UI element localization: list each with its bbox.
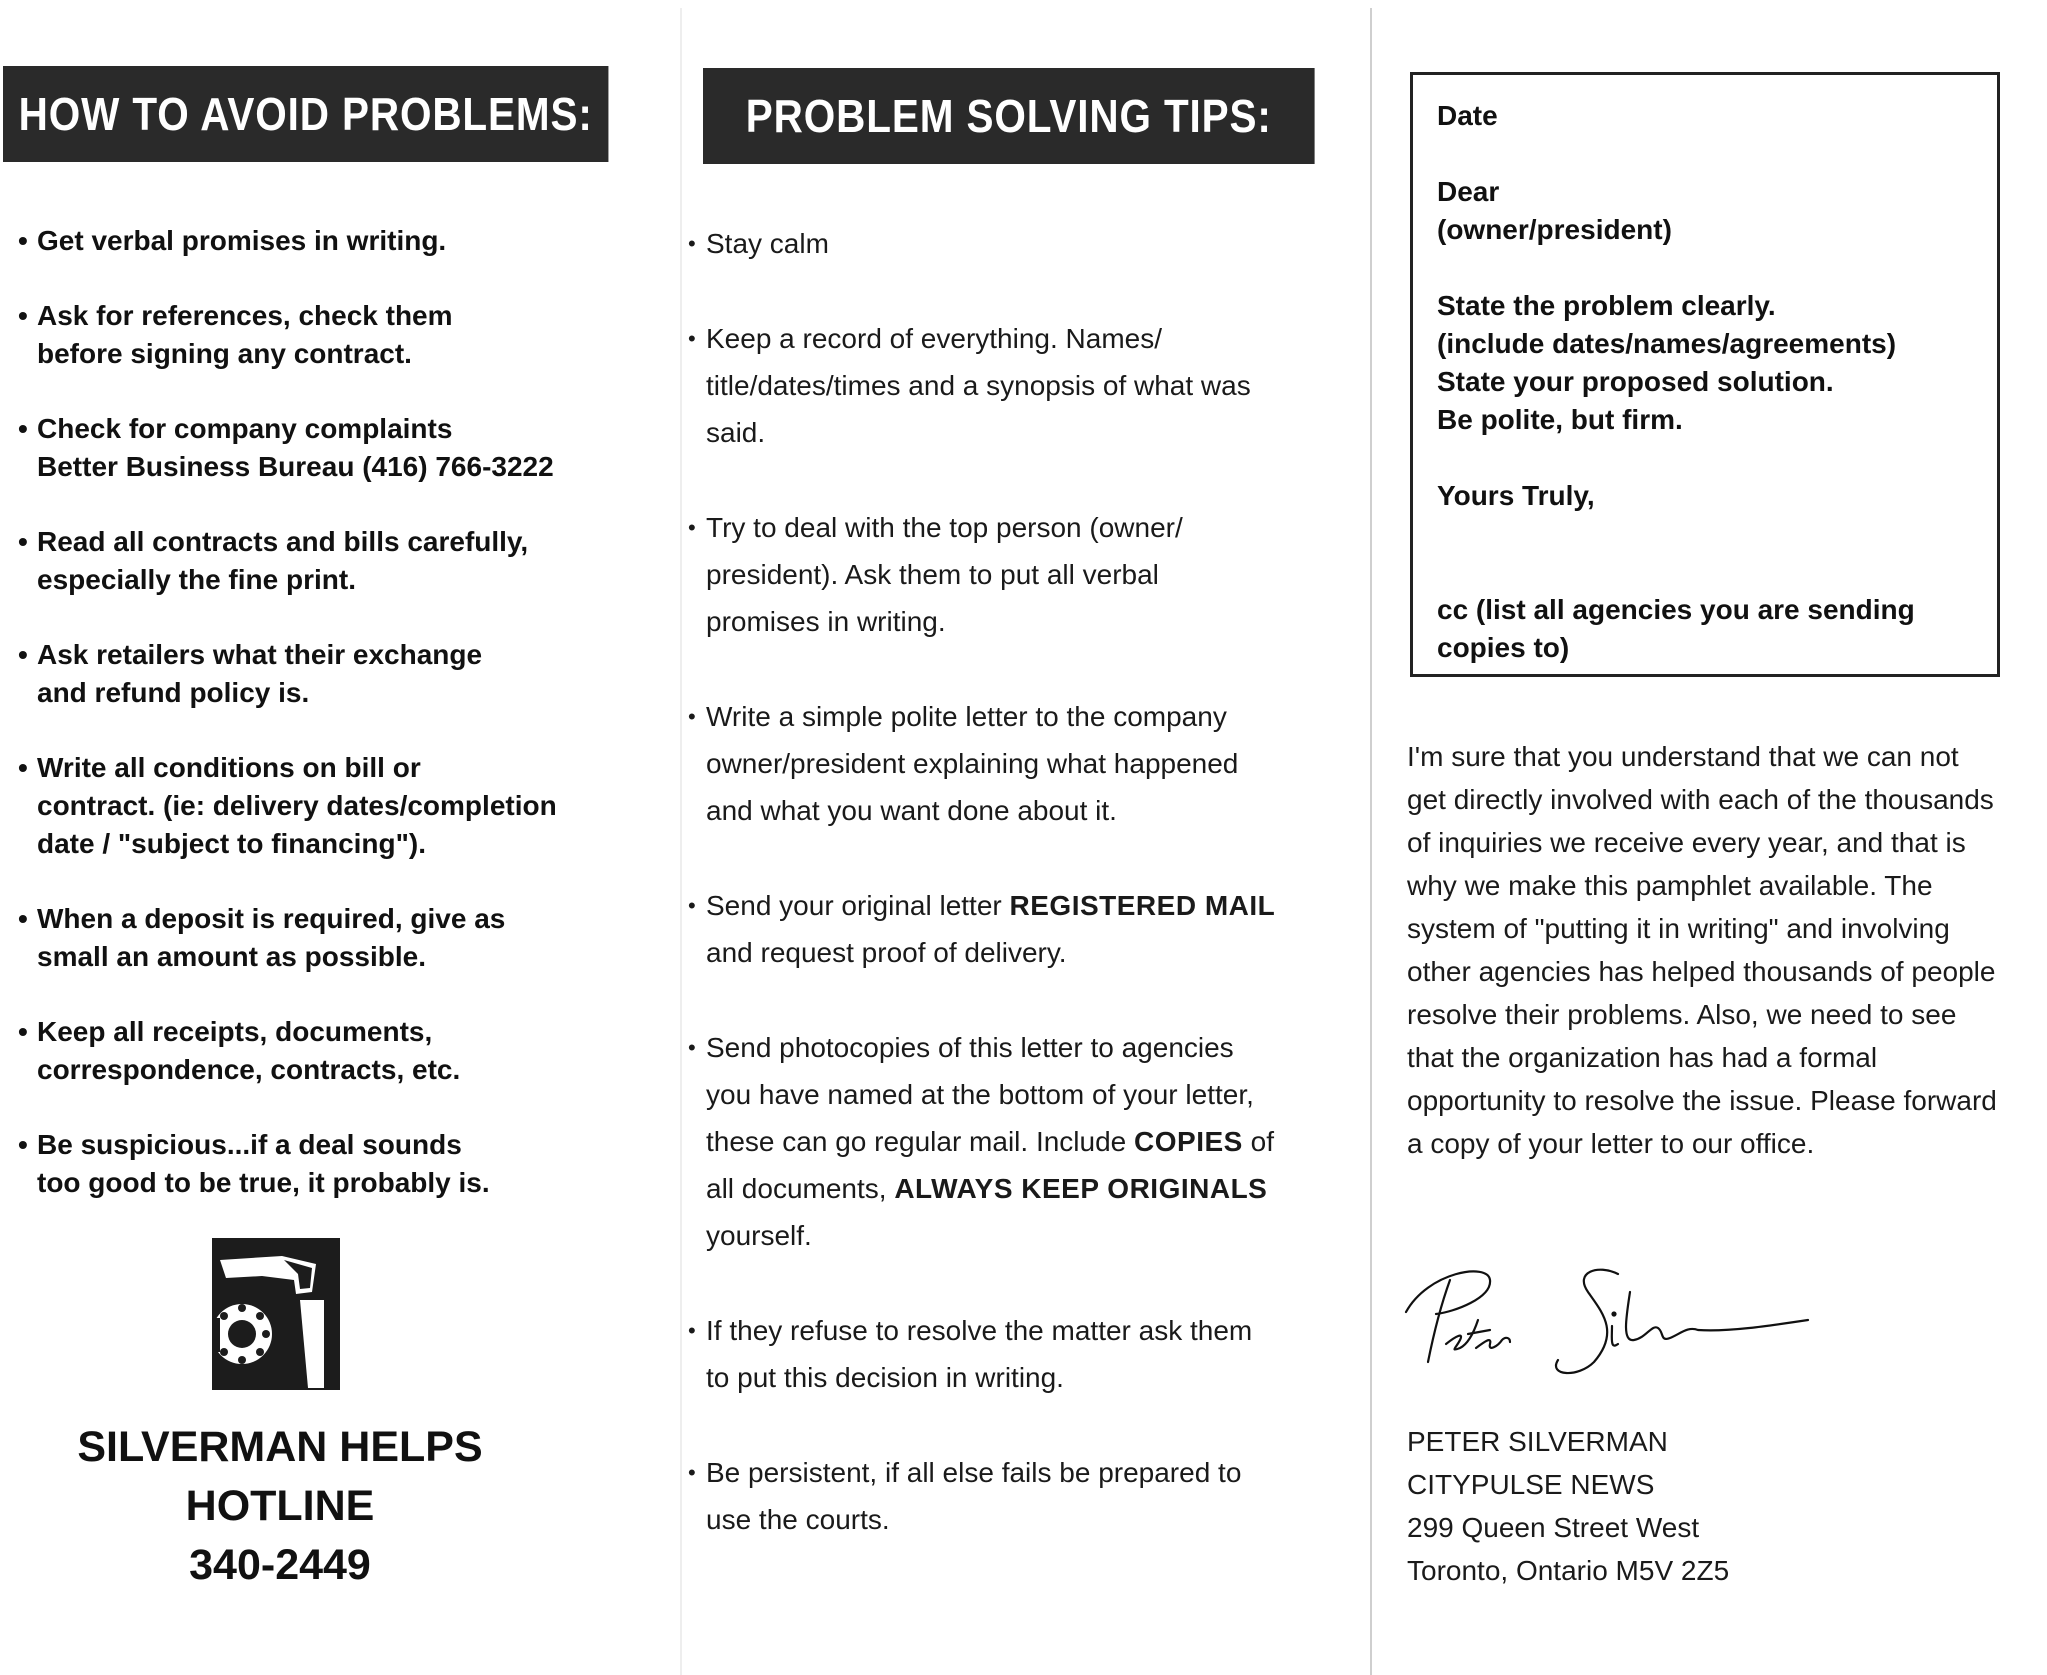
- list-item: • Get verbal promises in writing.: [20, 222, 580, 260]
- fold-line-left: [680, 8, 682, 1675]
- avoid-problems-list: [20, 222, 580, 1239]
- middle-panel-title: PROBLEM SOLVING TIPS:: [703, 68, 1315, 164]
- hotline-number: 340-2449: [189, 1541, 371, 1589]
- contact-name: PETER SILVERMAN: [1407, 1426, 1668, 1457]
- list-item: • Stay calm: [690, 220, 1280, 267]
- letter-date: Date: [1437, 100, 1498, 131]
- letter-closing: Yours Truly,: [1437, 480, 1595, 511]
- left-panel-title: HOW TO AVOID PROBLEMS:: [3, 66, 608, 162]
- contact-address: [1407, 1420, 1729, 1592]
- letter-cc: cc (list all agencies you are sending copies to): [1437, 594, 1915, 663]
- emphasis: COPIES: [1134, 1126, 1243, 1157]
- list-item: • When a deposit is required, give as small an amount as possible.: [20, 900, 580, 976]
- hotline-name: SILVERMAN HELPS: [77, 1423, 483, 1471]
- rotary-telephone-icon: [212, 1238, 340, 1390]
- list-item: • Keep all receipts, documents, correspondence, contracts, etc.: [20, 1013, 580, 1089]
- emphasis: ALWAYS KEEP ORIGINALS: [894, 1173, 1268, 1204]
- signature: [1398, 1252, 1818, 1387]
- list-item: • Check for company complaints Better Business Bureau (416) 766-3222: [20, 410, 580, 486]
- letter-line: Be polite, but firm.: [1437, 404, 1683, 435]
- fold-line-right: [1370, 8, 1372, 1675]
- contact-organization: CITYPULSE NEWS: [1407, 1469, 1655, 1500]
- list-item: • Be persistent, if all else fails be prepared to use the courts.: [690, 1449, 1280, 1543]
- hotline-label: HOTLINE: [185, 1482, 375, 1530]
- list-item: • Write a simple polite letter to the company owner/president explaining what happened and what you want done about it.: [690, 693, 1280, 834]
- list-item: • Send photocopies of this letter to agencies you have named at the bottom of your letter, these can go regular mail. Include COPIES of all documents, ALWAYS KEEP ORIGINALS yourself.: [690, 1024, 1280, 1259]
- list-item: • Ask retailers what their exchange and refund policy is.: [20, 636, 580, 712]
- emphasis: REGISTERED MAIL: [1009, 890, 1276, 921]
- list-item: • Write all conditions on bill or contract. (ie: delivery dates/completion date / "subject to financing").: [20, 749, 580, 863]
- explanation-paragraph: I'm sure that you understand that we can not get directly involved with each of the thousands of inquiries we receive every year, and that is why we make this pamphlet available. The system of "putting it in writing" and involving other agencies has helped thousands of people resolve their problems. Also, we need to see that the organization has had a formal opportunity to resolve the issue. Please forward a copy of your letter to our office.: [1407, 741, 1997, 1159]
- list-item: • Send your original letter REGISTERED MAIL and request proof of delivery.: [690, 882, 1280, 976]
- list-item: • Keep a record of everything. Names/ title/dates/times and a synopsis of what was said.: [690, 315, 1280, 456]
- letter-line: (include dates/names/agreements): [1437, 328, 1897, 359]
- contact-street: 299 Queen Street West: [1407, 1512, 1700, 1543]
- letter-salutation: Dear: [1437, 176, 1500, 207]
- sample-letter-box: [1410, 72, 2000, 677]
- list-item: • Read all contracts and bills carefully, especially the fine print.: [20, 523, 580, 599]
- list-item: • Ask for references, check them before signing any contract.: [20, 297, 580, 373]
- list-item: • Try to deal with the top person (owner/ president). Ask them to put all verbal promises in writing.: [690, 504, 1280, 645]
- list-item: • If they refuse to resolve the matter ask them to put this decision in writing.: [690, 1307, 1280, 1401]
- letter-addressee: (owner/president): [1437, 214, 1672, 245]
- contact-city: Toronto, Ontario M5V 2Z5: [1407, 1555, 1730, 1586]
- letter-line: State your proposed solution.: [1437, 366, 1834, 397]
- hotline-block: [20, 1418, 540, 1595]
- list-item: • Be suspicious...if a deal sounds too good to be true, it probably is.: [20, 1126, 580, 1202]
- problem-solving-list: [690, 220, 1280, 1591]
- letter-line: State the problem clearly.: [1437, 290, 1776, 321]
